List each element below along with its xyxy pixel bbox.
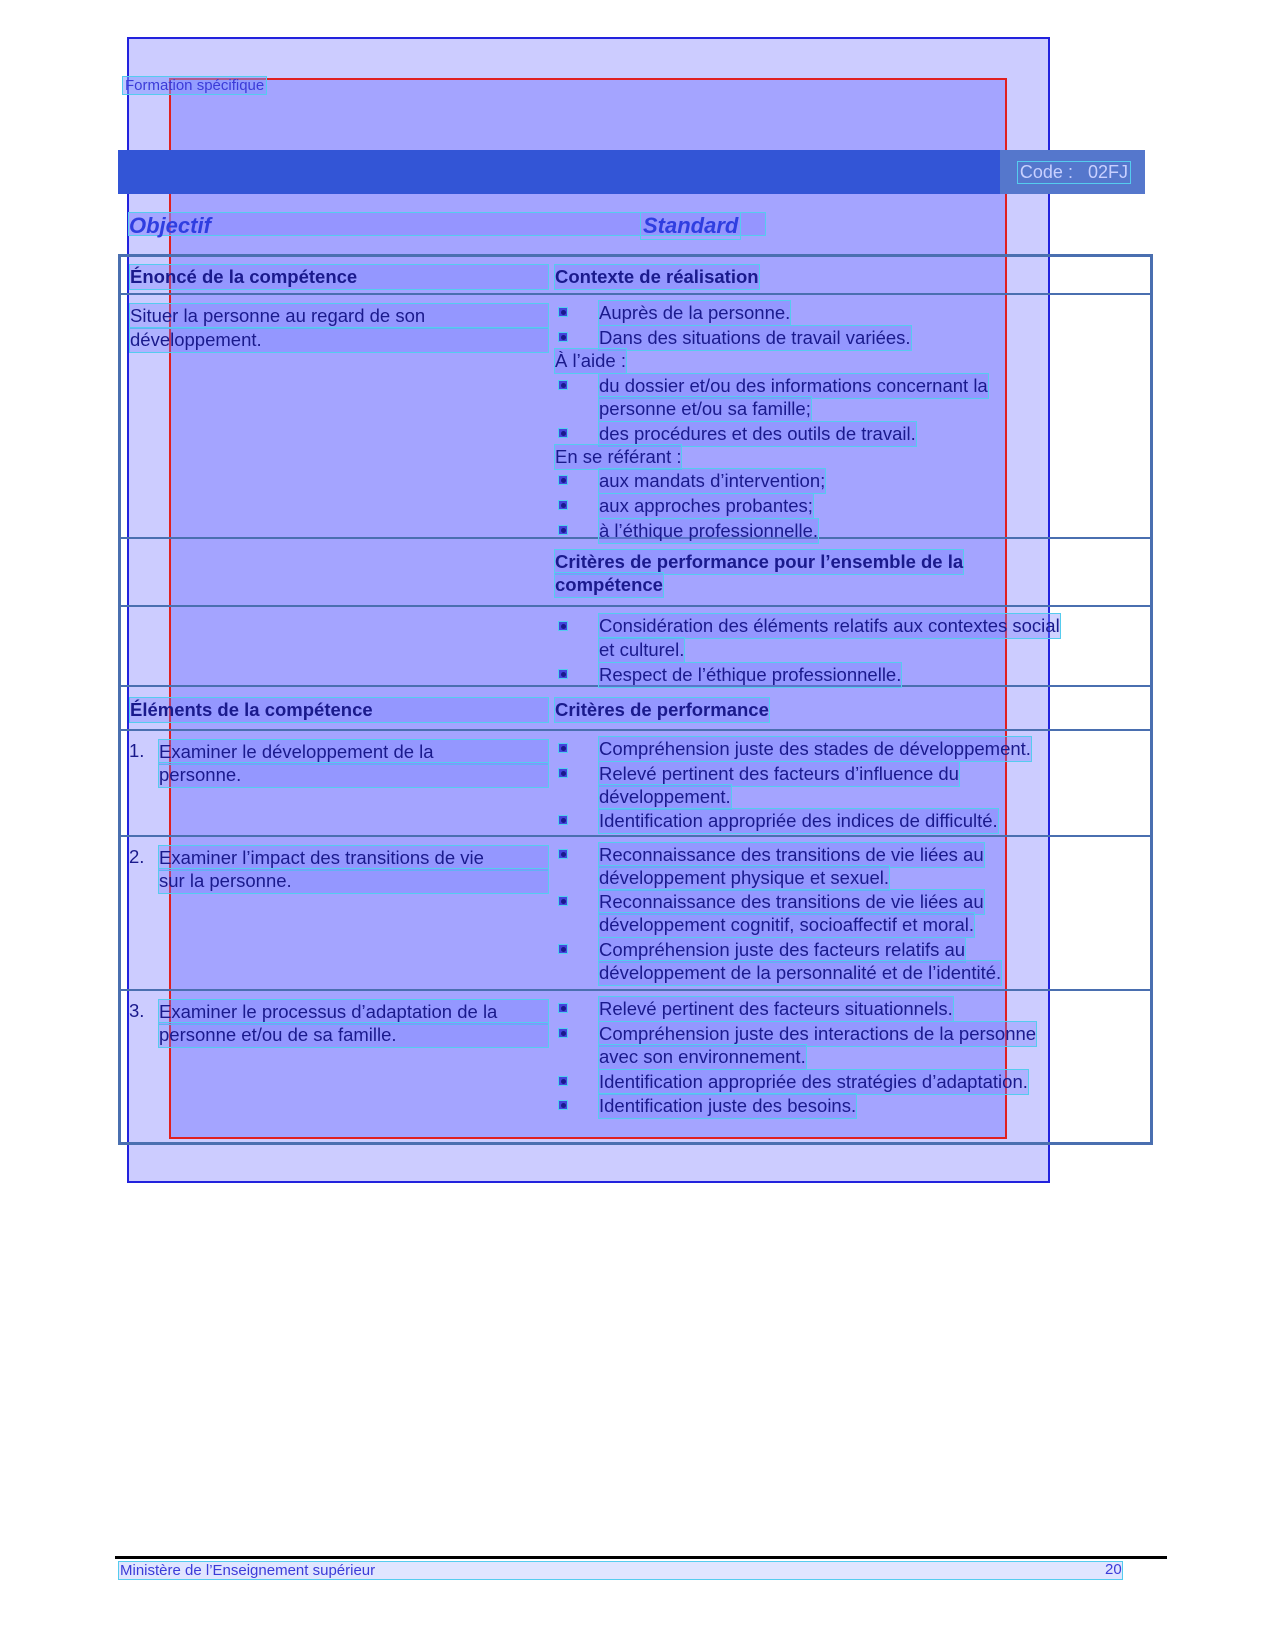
- bullet-icon: [558, 815, 568, 825]
- list-item: développement cognitif, socioaffectif et moral.: [598, 912, 975, 938]
- bullet-icon: [558, 475, 568, 485]
- element-text: Examiner le processus d’adaptation de la: [158, 999, 549, 1025]
- criteres-ensemble-header: Critères de performance pour l’ensemble de la: [554, 549, 964, 575]
- table-row: [121, 837, 1150, 991]
- bullet-icon: [558, 768, 568, 778]
- enonce-text: Situer la personne au regard de son: [129, 303, 549, 329]
- list-item: Reconnaissance des transitions de vie liées au: [598, 842, 985, 868]
- bullet-icon: [558, 380, 568, 390]
- bullet-icon: [558, 621, 568, 631]
- bullet-icon: [558, 944, 568, 954]
- objectif-heading: Objectif: [128, 212, 766, 236]
- competence-table: [118, 254, 1153, 1145]
- table-row: [121, 295, 1150, 539]
- list-item: Relevé pertinent des facteurs situationnels.: [598, 996, 954, 1022]
- list-item: aux mandats d’intervention;: [598, 468, 826, 494]
- list-item: à l’éthique professionnelle.: [598, 518, 819, 544]
- list-item: avec son environnement.: [598, 1044, 807, 1070]
- element-number: 2.: [129, 846, 145, 867]
- criteres-ensemble-header: compétence: [554, 572, 664, 598]
- list-item: développement physique et sexuel.: [598, 865, 890, 891]
- heading-row: [128, 212, 748, 236]
- list-item: des procédures et des outils de travail.: [598, 421, 917, 447]
- list-item: Identification juste des besoins.: [598, 1093, 857, 1119]
- list-item: Identification appropriée des indices de difficulté.: [598, 808, 999, 834]
- list-item: Compréhension juste des interactions de la personne: [598, 1021, 1037, 1047]
- aide-label: À l’aide :: [554, 348, 627, 374]
- list-item: Respect de l’éthique professionnelle.: [598, 662, 902, 688]
- list-item: aux approches probantes;: [598, 493, 814, 519]
- bullet-icon: [558, 500, 568, 510]
- list-item: développement.: [598, 784, 732, 810]
- page-number: 20: [1105, 1561, 1122, 1578]
- element-text: Examiner l’impact des transitions de vie: [158, 845, 549, 871]
- list-item: Compréhension juste des facteurs relatifs au: [598, 937, 966, 963]
- bullet-icon: [558, 1076, 568, 1086]
- list-item: Compréhension juste des stades de développement.: [598, 736, 1032, 762]
- element-text: personne.: [158, 762, 549, 788]
- bullet-icon: [558, 428, 568, 438]
- bullet-icon: [558, 849, 568, 859]
- section-header: Formation spécifique: [122, 76, 267, 95]
- list-item: Relevé pertinent des facteurs d’influence du: [598, 761, 960, 787]
- element-text: Examiner le développement de la: [158, 739, 549, 765]
- list-item: Considération des éléments relatifs aux contextes social: [598, 613, 1061, 639]
- list-item: personne et/ou sa famille;: [598, 396, 812, 422]
- footer-divider: [115, 1556, 1167, 1559]
- enonce-text: développement.: [129, 327, 549, 353]
- code-bar: [118, 150, 1145, 194]
- bullet-icon: [558, 1003, 568, 1013]
- list-item: Auprès de la personne.: [598, 300, 791, 326]
- bullet-icon: [558, 896, 568, 906]
- footer-ministry: Ministère de l’Enseignement supérieur: [118, 1561, 1123, 1580]
- code-value: 02FJ: [1087, 162, 1128, 182]
- list-item: Reconnaissance des transitions de vie liées au: [598, 889, 985, 915]
- table-row: [121, 257, 1150, 295]
- code-label: Code : 02FJ: [1017, 161, 1131, 184]
- element-number: 1.: [129, 740, 145, 761]
- bullet-icon: [558, 332, 568, 342]
- bullet-icon: [558, 525, 568, 535]
- list-item: Identification appropriée des stratégies d’adaptation.: [598, 1069, 1029, 1095]
- standard-heading: Standard: [640, 212, 741, 240]
- table-row: [121, 539, 1150, 607]
- bullet-icon: [558, 669, 568, 679]
- table-row: [121, 687, 1150, 731]
- list-item: et culturel.: [598, 637, 685, 663]
- bullet-icon: [558, 1100, 568, 1110]
- table-row: [121, 991, 1150, 1145]
- contexte-header: Contexte de réalisation: [554, 264, 760, 290]
- bullet-icon: [558, 743, 568, 753]
- elements-header: Éléments de la compétence: [129, 697, 549, 723]
- referant-label: En se référant :: [554, 444, 682, 470]
- enonce-header: Énoncé de la compétence: [129, 264, 549, 290]
- bullet-icon: [558, 1028, 568, 1038]
- list-item: Dans des situations de travail variées.: [598, 325, 912, 351]
- list-item: développement de la personnalité et de l’identité.: [598, 960, 1002, 986]
- bullet-icon: [558, 307, 568, 317]
- table-row: [121, 607, 1150, 687]
- criteres-header: Critères de performance: [554, 697, 770, 723]
- element-text: sur la personne.: [158, 868, 549, 894]
- table-row: [121, 731, 1150, 837]
- element-text: personne et/ou de sa famille.: [158, 1022, 549, 1048]
- list-item: du dossier et/ou des informations concernant la: [598, 373, 989, 399]
- element-number: 3.: [129, 1000, 145, 1021]
